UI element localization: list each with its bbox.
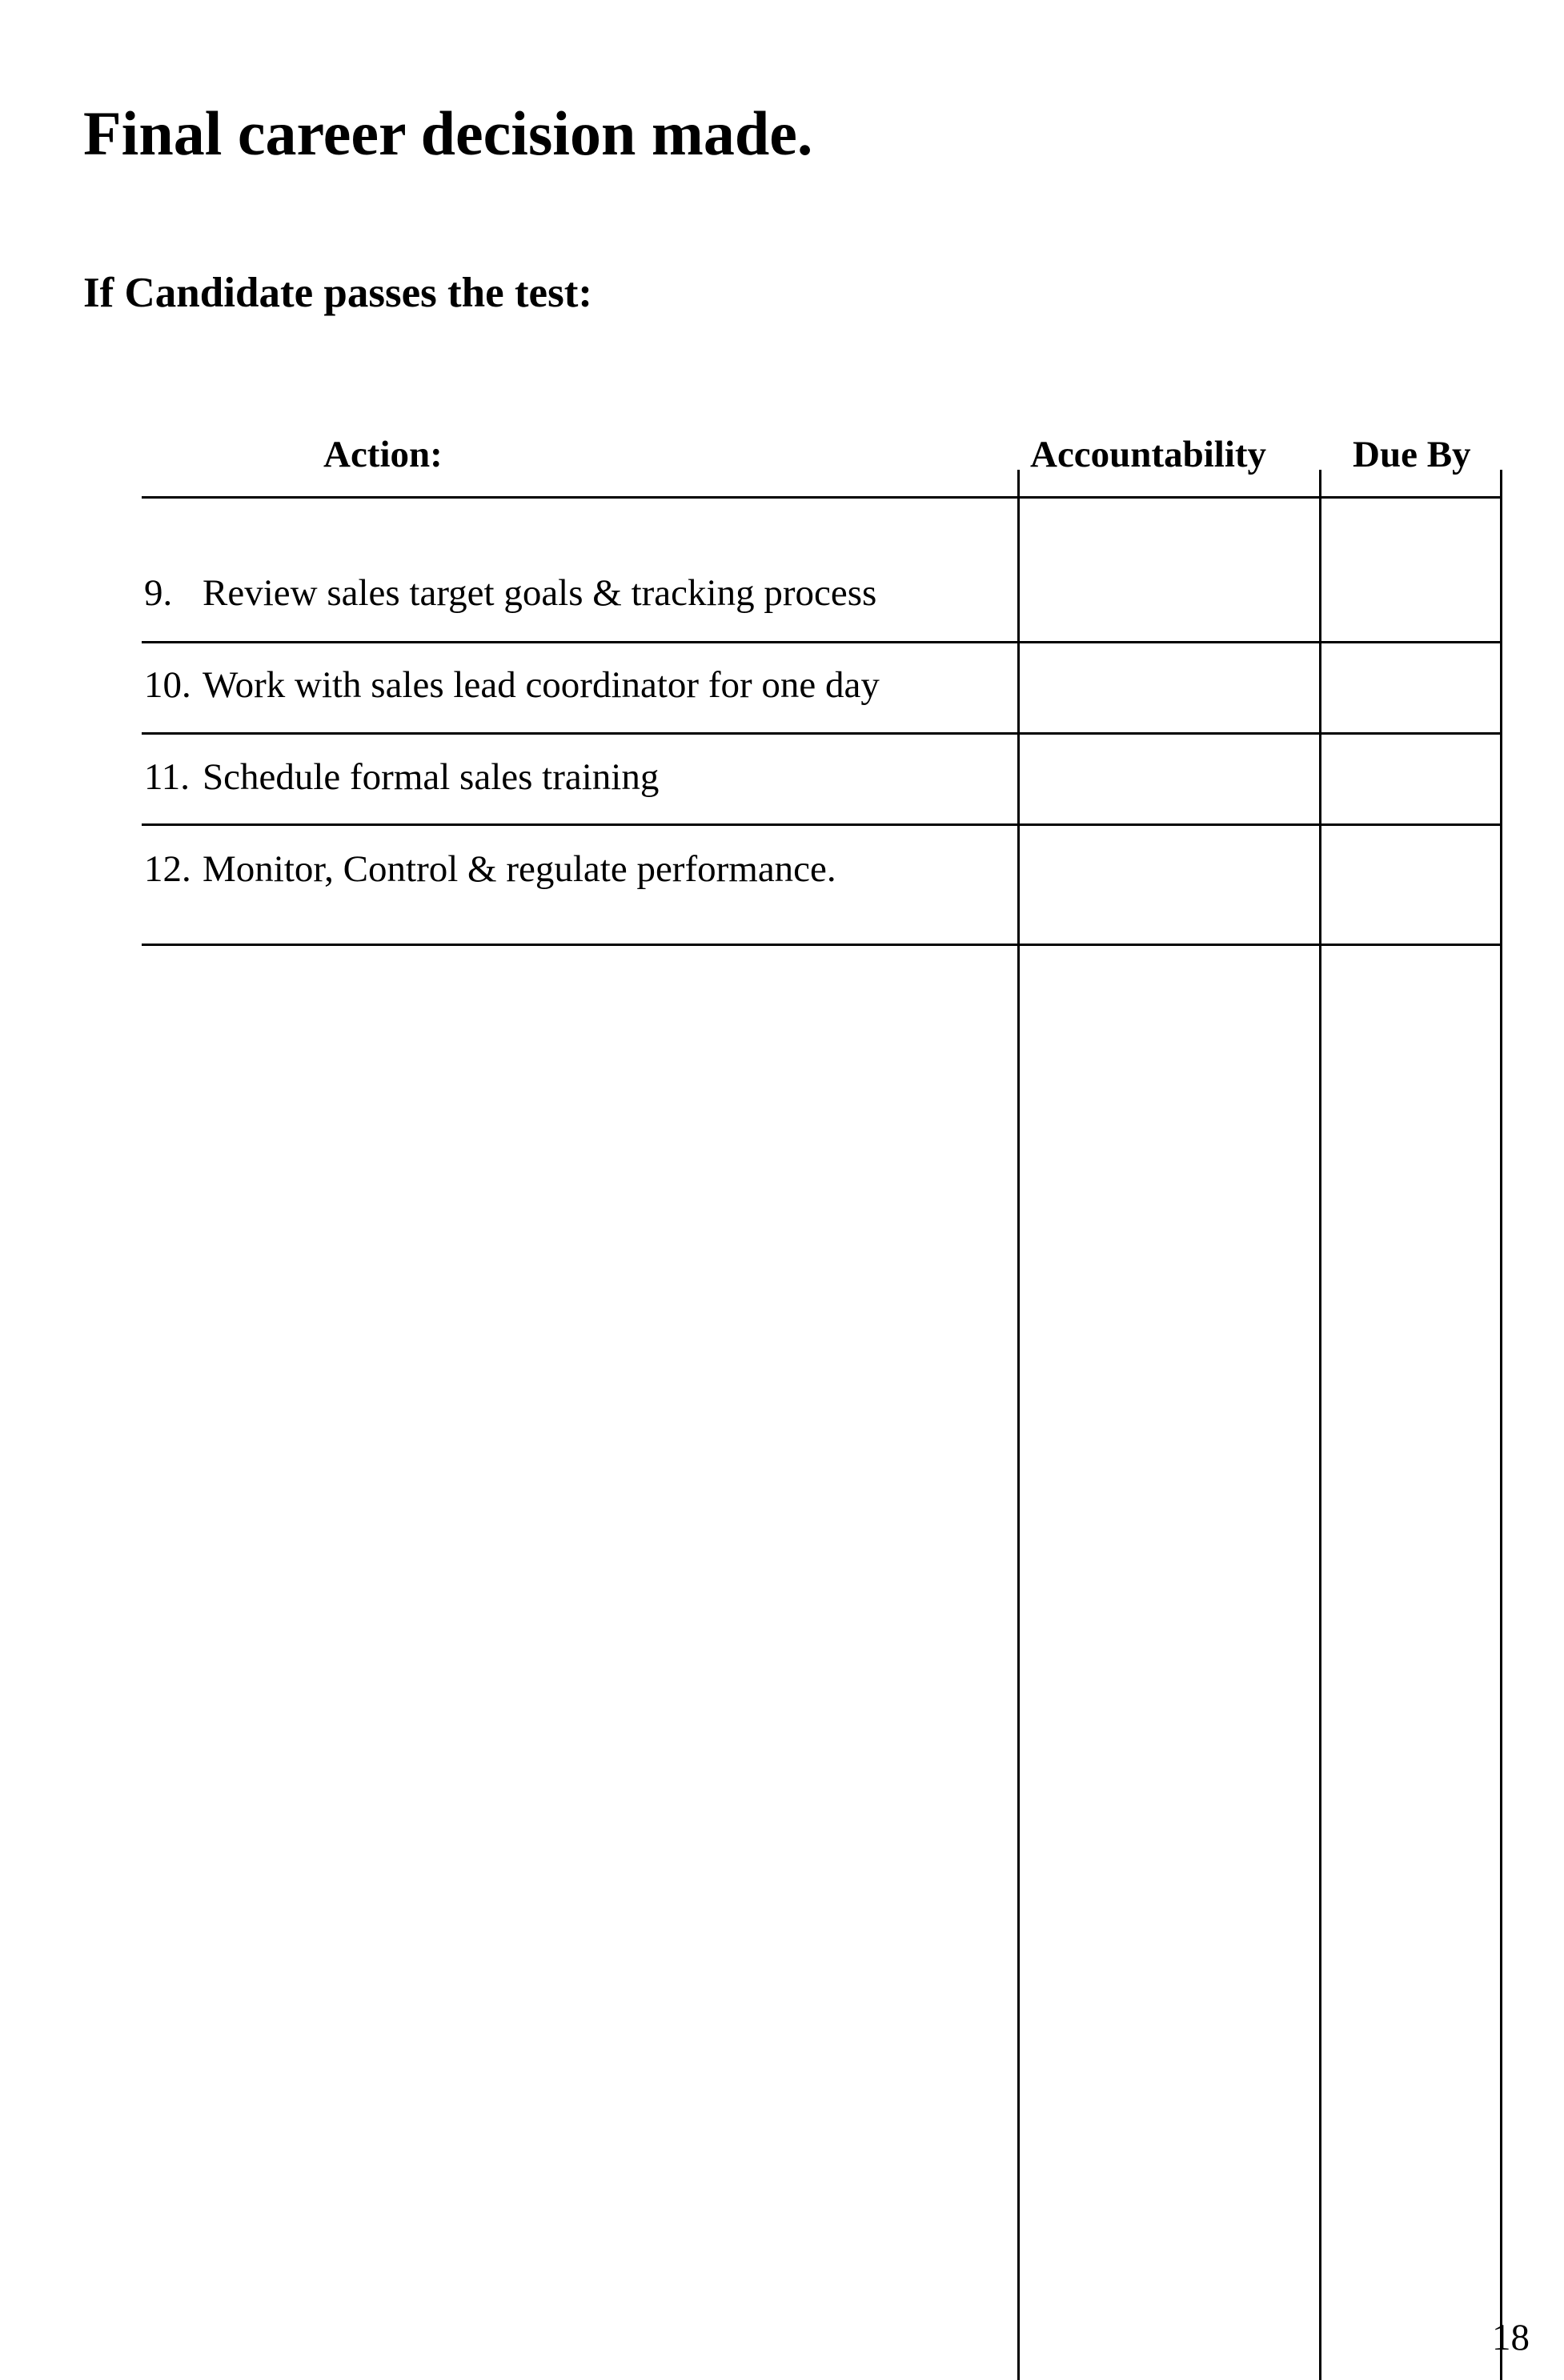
column-header-action: Action: <box>323 434 443 475</box>
row-divider <box>142 732 1501 735</box>
row-action-text: Work with sales lead coordinator for one day <box>203 664 880 706</box>
table-row <box>144 848 836 890</box>
column-divider-right <box>1500 470 1502 2380</box>
row-number: 11. <box>144 756 190 798</box>
column-divider-accountability <box>1017 470 1020 2380</box>
page-title: Final career decision made. <box>83 98 813 168</box>
table-bottom-rule <box>142 944 1501 946</box>
column-divider-due-by <box>1319 470 1321 2380</box>
column-header-due-by: Due By <box>1353 434 1471 475</box>
row-divider <box>142 823 1501 826</box>
table-row <box>144 664 880 706</box>
row-number: 9. <box>144 572 173 614</box>
row-action-text: Monitor, Control & regulate performance. <box>203 848 836 890</box>
row-action-text: Review sales target goals & tracking process <box>203 572 877 614</box>
table-row <box>144 572 877 614</box>
page-number: 18 <box>1492 2317 1530 2358</box>
header-rule <box>142 496 1501 499</box>
row-action-text: Schedule formal sales training <box>203 756 660 798</box>
column-header-accountability: Accountability <box>1030 434 1267 475</box>
row-divider <box>142 641 1501 643</box>
row-number: 12. <box>144 848 191 890</box>
table-row <box>144 756 660 798</box>
row-number: 10. <box>144 664 191 706</box>
section-subtitle: If Candidate passes the test: <box>83 270 592 316</box>
